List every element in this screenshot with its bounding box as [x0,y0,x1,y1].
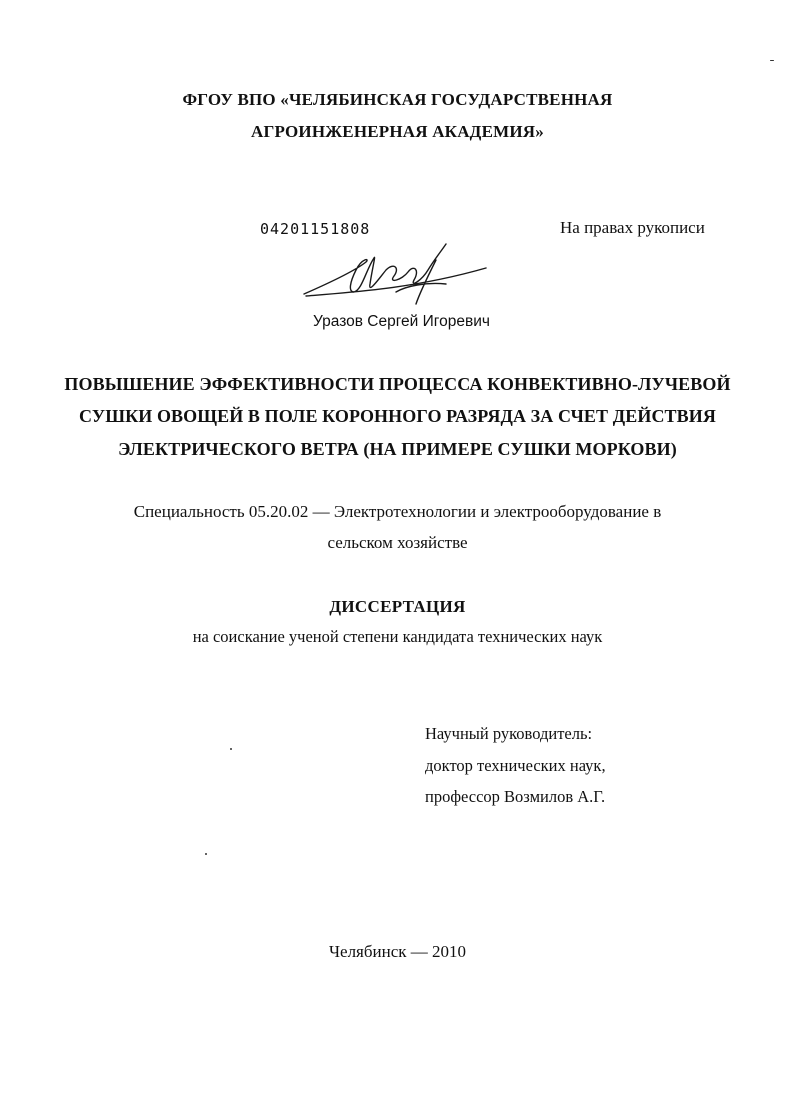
title-line-3: ЭЛЕКТРИЧЕСКОГО ВЕТРА (НА ПРИМЕРЕ СУШКИ МОРКОВИ) [118,439,677,459]
institution-line-2: АГРОИНЖЕНЕРНАЯ АКАДЕМИЯ» [251,122,544,141]
author-name: Уразов Сергей Игоревич [313,313,490,330]
specialty-line-2: сельском хозяйстве [327,533,468,552]
title-line-1: ПОВЫШЕНИЕ ЭФФЕКТИВНОСТИ ПРОЦЕССА КОНВЕКТИВНО-ЛУЧЕВОЙ [64,374,731,394]
place-year: Челябинск — 2010 [328,942,467,961]
supervisor-name: профессор Возмилов А.Г. [425,787,606,806]
author-signature [296,240,496,310]
work-type: ДИССЕРТАЦИЯ [329,597,466,616]
institution-line-1: ФГОУ ВПО «ЧЕЛЯБИНСКАЯ ГОСУДАРСТВЕННАЯ [182,90,613,109]
supervisor-label: Научный руководитель: [425,724,593,743]
scan-speck [230,748,232,750]
supervisor-degree: доктор технических наук, [425,756,606,775]
specialty-line-1: Специальность 05.20.02 — Электротехнологии и электрооборудование в [133,502,662,521]
scan-speck [205,853,207,855]
degree-sought: на соискание ученой степени кандидата технических наук [192,627,603,646]
manuscript-rights: На правах рукописи [560,218,705,237]
title-line-2: СУШКИ ОВОЩЕЙ В ПОЛЕ КОРОННОГО РАЗРЯДА ЗА СЧЕТ ДЕЙСТВИЯ [79,406,716,426]
stamp-number: 04201151808 [260,220,371,238]
scan-speck [770,60,774,61]
